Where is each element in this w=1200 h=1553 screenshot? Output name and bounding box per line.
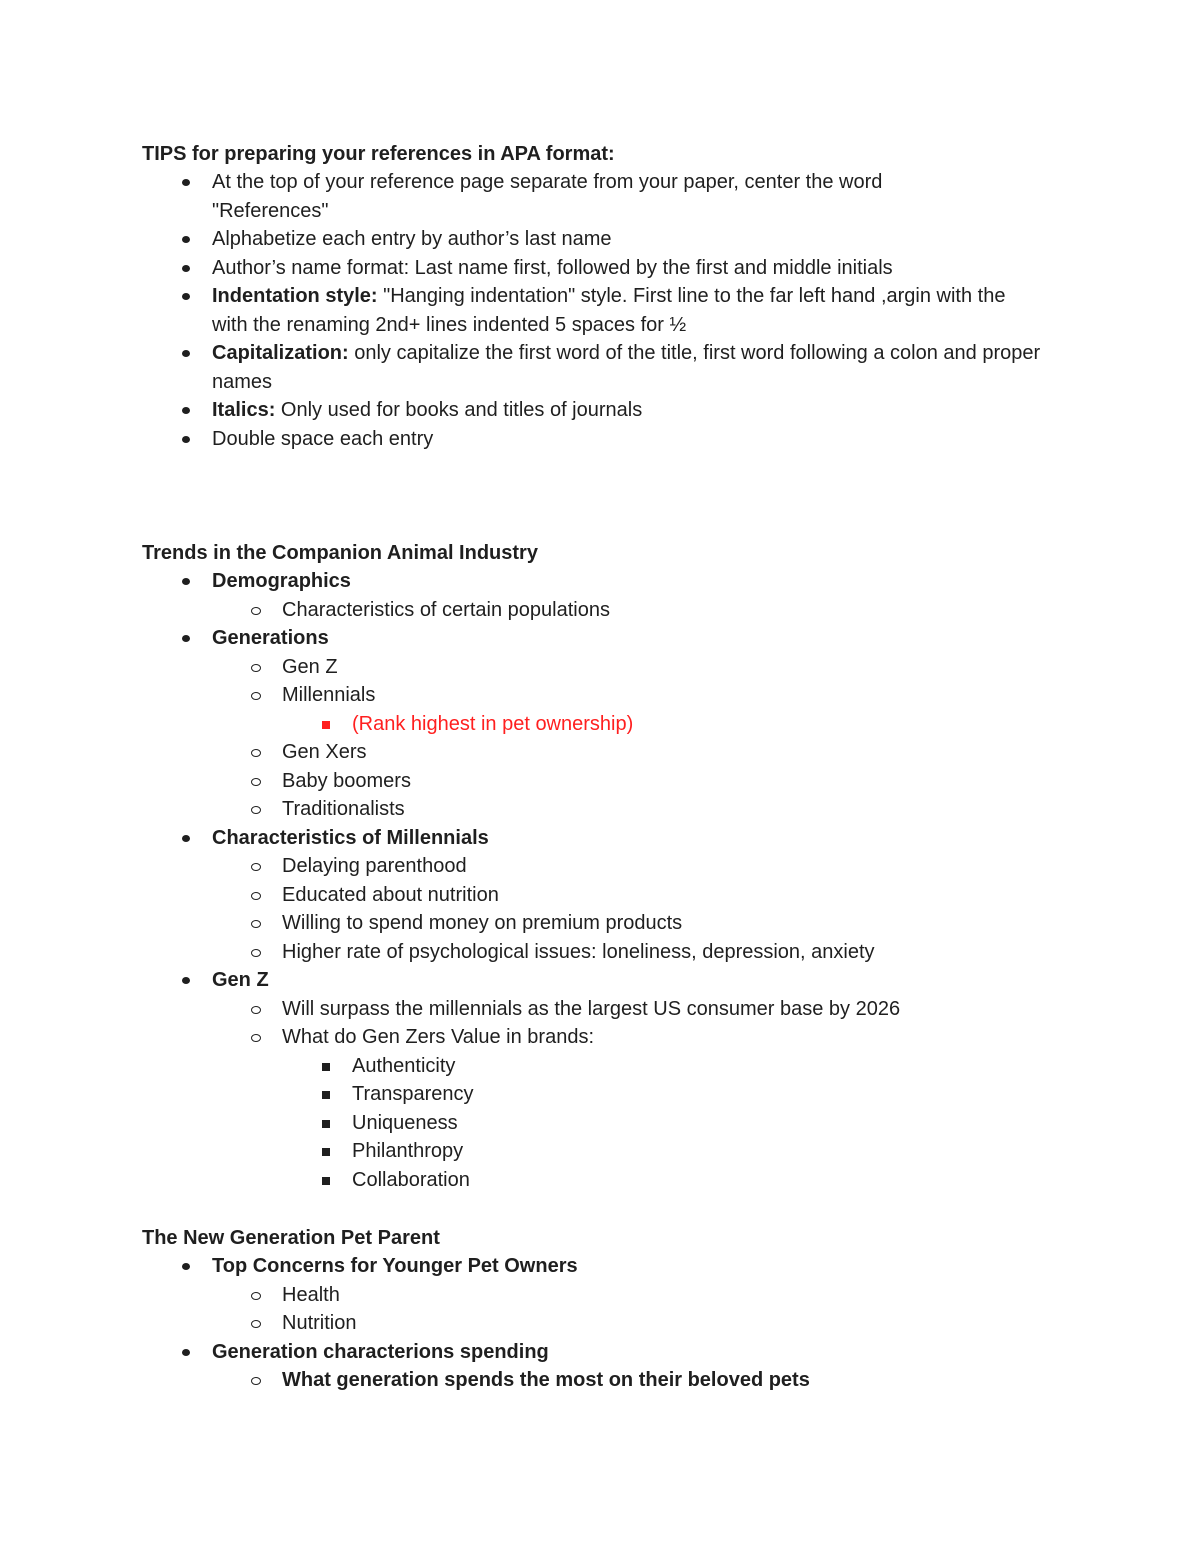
bullet-dot-icon — [182, 407, 190, 414]
list-item: Transparency — [352, 1080, 1102, 1109]
bullet-circle-icon — [251, 892, 261, 900]
bullet-circle-icon — [251, 607, 261, 615]
newgen-section — [142, 1224, 1102, 1395]
bullet-dot-icon — [182, 350, 190, 357]
list-item: Will surpass the millennials as the largest US consumer base by 2026 — [282, 995, 1102, 1024]
bullet-dot-icon — [182, 179, 190, 186]
list-item: Willing to spend money on premium products — [282, 909, 1102, 938]
trends-section — [142, 539, 1102, 1194]
bullet-circle-icon — [251, 1377, 261, 1385]
trends-heading: Trends in the Companion Animal Industry — [142, 542, 538, 564]
bullet-circle-icon — [251, 1034, 261, 1042]
list-item: Characteristics of Millennials — [212, 824, 1102, 853]
bullet-square-icon — [322, 1091, 330, 1099]
list-item: Health — [282, 1281, 1102, 1310]
bullet-dot-icon — [182, 835, 190, 842]
list-item: Demographics — [212, 567, 1102, 596]
bullet-square-icon — [322, 721, 330, 729]
tips-item: Capitalization: only capitalize the first word of the title, first word following a colon and proper names — [212, 339, 1042, 396]
list-item: What do Gen Zers Value in brands: — [282, 1023, 1102, 1052]
bullet-circle-icon — [251, 806, 261, 814]
list-item: Higher rate of psychological issues: loneliness, depression, anxiety — [282, 938, 1102, 967]
bullet-square-icon — [322, 1120, 330, 1128]
list-item: Characteristics of certain populations — [282, 596, 1102, 625]
bullet-square-icon — [322, 1177, 330, 1185]
bullet-dot-icon — [182, 578, 190, 585]
list-item: Collaboration — [352, 1166, 1102, 1195]
bullet-circle-icon — [251, 692, 261, 700]
list-item: Traditionalists — [282, 795, 1102, 824]
list-item: Delaying parenthood — [282, 852, 1102, 881]
list-item: Uniqueness — [352, 1109, 1102, 1138]
bullet-dot-icon — [182, 436, 190, 443]
highlight-note: (Rank highest in pet ownership) — [352, 710, 1102, 739]
bullet-dot-icon — [182, 1349, 190, 1356]
list-item: Gen Z — [282, 653, 1102, 682]
bullet-circle-icon — [251, 749, 261, 757]
list-item: Top Concerns for Younger Pet Owners — [212, 1252, 1102, 1281]
bullet-circle-icon — [251, 664, 261, 672]
list-item: Gen Xers — [282, 738, 1102, 767]
bullet-dot-icon — [182, 236, 190, 243]
tips-item: At the top of your reference page separate from your paper, center the word "References" — [212, 168, 992, 225]
bullet-circle-icon — [251, 949, 261, 957]
bullet-square-icon — [322, 1063, 330, 1071]
bullet-circle-icon — [251, 1320, 261, 1328]
list-item: Generations — [212, 624, 1102, 653]
bullet-dot-icon — [182, 1263, 190, 1270]
bullet-dot-icon — [182, 977, 190, 984]
bullet-dot-icon — [182, 635, 190, 642]
list-item: Philanthropy — [352, 1137, 1102, 1166]
list-item: Generation characterions spending — [212, 1338, 1102, 1367]
tips-heading: TIPS for preparing your references in APA format: — [142, 143, 615, 165]
tips-item: Indentation style: "Hanging indentation" style. First line to the far left hand ,argin with the with the renaming 2nd+ lines indented 5 spaces for ½ — [212, 282, 1042, 339]
list-item: Nutrition — [282, 1309, 1102, 1338]
newgen-heading: The New Generation Pet Parent — [142, 1227, 440, 1249]
list-item: Millennials — [282, 681, 1102, 710]
list-item: Educated about nutrition — [282, 881, 1102, 910]
bullet-circle-icon — [251, 920, 261, 928]
list-item: Baby boomers — [282, 767, 1102, 796]
list-item: What generation spends the most on their beloved pets — [282, 1366, 1102, 1395]
bullet-circle-icon — [251, 863, 261, 871]
bullet-circle-icon — [251, 1006, 261, 1014]
list-item: Gen Z — [212, 966, 1102, 995]
tips-section — [142, 140, 1102, 453]
tips-item: Author’s name format: Last name first, followed by the first and middle initials — [212, 254, 1102, 283]
tips-item: Alphabetize each entry by author’s last name — [212, 225, 1102, 254]
bullet-circle-icon — [251, 778, 261, 786]
bullet-dot-icon — [182, 265, 190, 272]
list-item: Authenticity — [352, 1052, 1102, 1081]
bullet-circle-icon — [251, 1292, 261, 1300]
bullet-square-icon — [322, 1148, 330, 1156]
bullet-dot-icon — [182, 293, 190, 300]
tips-item: Double space each entry — [212, 425, 1102, 454]
tips-item: Italics: Only used for books and titles of journals — [212, 396, 1102, 425]
